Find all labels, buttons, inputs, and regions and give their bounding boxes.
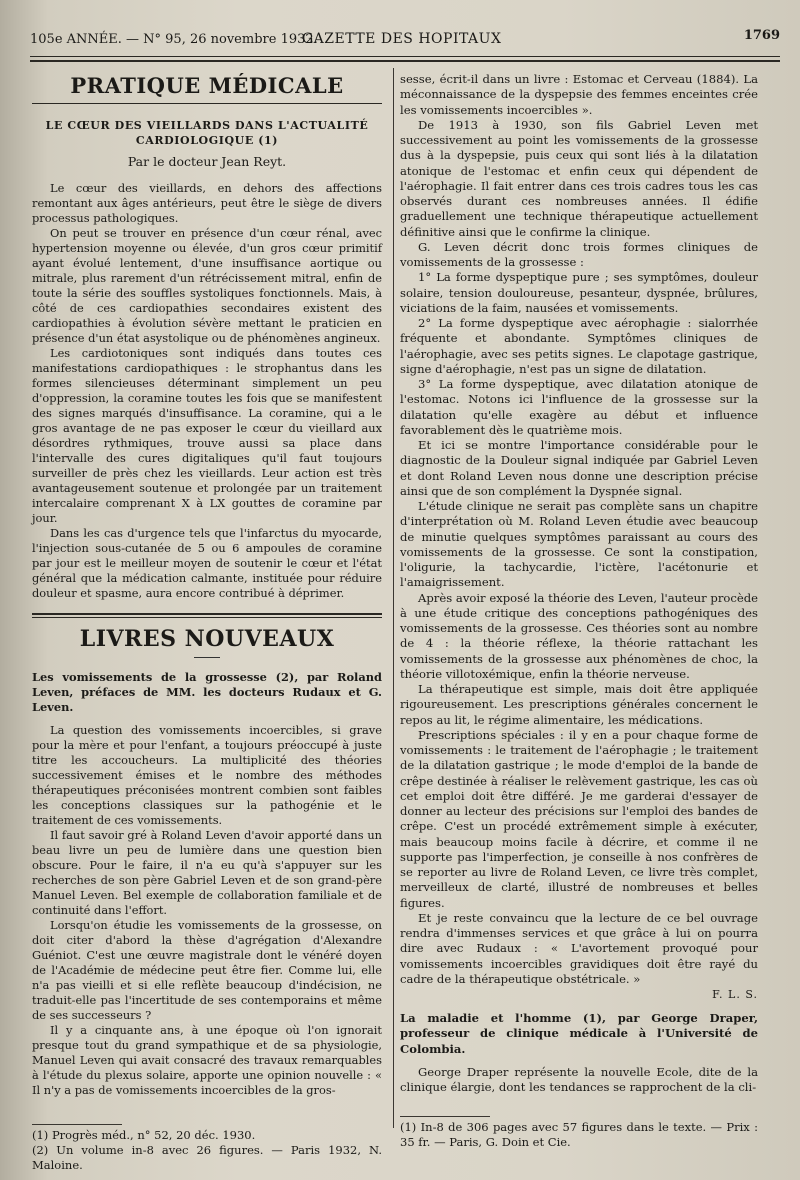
journal-title: GAZETTE DES HOPITAUX [302, 31, 502, 47]
header-rule [30, 56, 780, 57]
paragraph: La question des vomissements incoercibles, si grave pour la mère et pour l'enfant, a toujours préoccupé à juste titre les accoucheurs. La multiplicité des théories successivement émises et le nombre des méthodes thérapeutiques préconisées montrent combien sont faibles les conceptions classiques sur la pathogénie et le traitement de ces vomissements. [32, 723, 382, 827]
footnote: (1) In-8 de 306 pages avec 57 figures dans le texte. — Prix : 35 fr. — Paris, G. Doin et Cie. [400, 1120, 758, 1149]
section-title-pratique: PRATIQUE MÉDICALE [70, 73, 344, 98]
paragraph: Il faut savoir gré à Roland Leven d'avoir apporté dans un beau livre un peu de lumière dans une question bien obscure. Pour le faire, il n'a eu qu'à s'appuyer sur les recherches de son père Gabriel Leven et de son grand-père Manuel Leven. Bel exemple de collaboration familiale et de continuité dans l'effort. [32, 828, 382, 917]
left-column [32, 74, 382, 1098]
footnote-rule [400, 1116, 490, 1117]
paragraph: G. Leven décrit donc trois formes cliniques de vomissements de la grossesse : [400, 239, 758, 269]
left-footnotes [32, 1128, 382, 1173]
footnote-rule [32, 1124, 122, 1125]
footnote: (2) Un volume in-8 avec 26 figures. — Paris 1932, N. Maloine. [32, 1143, 382, 1172]
paragraph: Après avoir exposé la théorie des Leven, l'auteur procède à une étude critique des conceptions pathogéniques des vomissements de la grossesse. Ces théories sont au nombre de 4 : la théorie réflexe, la théorie rattachant les vomissements de la grossesse aux phénomènes de choc, la théorie villotoxémique, enfin la théorie nerveuse. [400, 590, 758, 681]
book-entry-title: Les vomissements de la grossesse (2), par Roland Leven, préfaces de MM. les docteurs Rudaux et G. Leven. [32, 670, 382, 714]
paragraph: Et je reste convaincu que la lecture de ce bel ouvrage rendra d'immenses services et que grâce à lui on pourra dire avec Rudaux : « L'avortement provoqué pour vomissements incoercibles gravidiques doit être rayé du cadre de la thérapeutique obstétricale. » [400, 910, 758, 986]
paragraph: Il y a cinquante ans, à une époque où l'on ignorait presque tout du grand sympathique et de sa physiologie, Manuel Leven qui avait consacré des travaux remarquables à l'étude du plexus solaire, apporte une opinion nouvelle : « Il n'y a pas de vomissements incoercibles de la gros- [32, 1023, 382, 1097]
issue-info: 105e ANNÉE. — N° 95, 26 novembre 1932. [30, 32, 318, 47]
paragraph: 2° La forme dyspeptique avec aérophagie : sialorrhée fréquente et abondante. Symptômes cliniques de l'aérophagie, avec ses petits signes. Le clapotage gastrique, signe d'aérophagie, n'est pas un signe de dilatation. [400, 316, 758, 376]
paragraph: Prescriptions spéciales : il y en a pour chaque forme de vomissements : le traitement de l'aérophagie ; le traitement de la dilatation gastrique ; le mode d'emploi de la bande de crêpe destinée à réaliser le relèvement gastrique, les cas où cet emploi doit être différé. Je me garderai d'essayer de donner au lecteur des précisions sur l'emploi des bandes de crêpe. C'est un procédé extrêmement simple à exécuter, mais beaucoup moins facile à décrire, et comme il ne supporte pas l'imperfection, je conseille à nos confrères de se reporter au livre de Roland Leven, ce livre très complet, merveilleux de clarté, illustré de nombreuses et belles figures. [400, 727, 758, 910]
paragraph: Dans les cas d'urgence tels que l'infarctus du myocarde, l'injection sous-cutanée de 5 ou 6 ampoules de coramine par jour est le meilleur moyen de soutenir le cœur et l'état général que la médication calmante, instituée pour réduire douleur et spasme, aura encore contribué à déprimer. [32, 526, 382, 600]
paragraph: Et ici se montre l'importance considérable pour le diagnostic de la Douleur signal indiquée par Gabriel Leven et dont Roland Leven nous donne une description précise ainsi que de son complément la Dyspnée signal. [400, 438, 758, 498]
paragraph: Lorsqu'on étudie les vomissements de la grossesse, on doit citer d'abord la thèse d'agrégation d'Alexandre Guéniot. C'est une œuvre magistrale dont le vénéré doyen de l'Académie de médecine peut être fier. Comme lui, elle n'a pas vieilli et si elle reflète beaucoup d'indécision, ne traduit-elle pas l'incertitude de ses contemporains et même de ses successeurs ? [32, 918, 382, 1022]
right-footnotes [400, 1120, 758, 1150]
article-byline: Par le docteur Jean Reyt. [127, 154, 287, 169]
paragraph: sesse, écrit-il dans un livre : Estomac et Cerveau (1884). La méconnaissance de la dyspepsie des femmes enceintes crée les vomissements incoercibles ». [400, 72, 758, 117]
paragraph: L'étude clinique ne serait pas complète sans un chapitre d'interprétation où M. Roland Leven étudie avec beaucoup de minutie quelques symptômes paraissant au cours des vomissements de la grossesse. Ce sont la constipation, l'oligurie, la tachycardie, l'ictère, l'acétonurie et l'amaigrissement. [400, 499, 758, 590]
page-number: 1769 [743, 28, 780, 43]
footnote: (1) Progrès méd., n° 52, 20 déc. 1930. [32, 1128, 256, 1142]
review-signature: F. L. S. [712, 988, 758, 1001]
running-header [30, 28, 780, 50]
paragraph: On peut se trouver en présence d'un cœur rénal, avec hypertension moyenne ou élevée, d'un gros cœur primitif ayant évolué lentement, d'une insuffisance aortique ou mitrale, plus rarement d'un rétrécissement mitral, enfin de toute la série des souffles systoliques fonctionnels. Mais, à côté de ces cardiopathies secondaires existent des cardiopathies à évolution sévère mettant le praticien en présence d'un état asystolique ou de phénomènes angineux. [32, 226, 382, 345]
paragraph: De 1913 à 1930, son fils Gabriel Leven met successivement au point les vomissements de la grossesse dus à la dyspepsie, puis ceux qui sont liés à la dilatation atonique de l'estomac et enfin ceux qui dépendent de l'aérophagie. Il fait entrer dans ces trois cadres tous les cas observés durant ces nombreuses années. Il édifie graduellement une technique thérapeutique actuellement définitive ainsi que le confirme la clinique. [400, 117, 758, 239]
article-title: LE CŒUR DES VIEILLARDS DANS L'ACTUALITÉ CARDIOLOGIQUE (1) [45, 119, 369, 147]
paragraph: Le cœur des vieillards, en dehors des affections remontant aux âges antérieurs, peut être le siège de divers processus pathologiques. [32, 181, 382, 225]
paragraph: 1° La forme dyspeptique pure ; ses symptômes, douleur solaire, tension douloureuse, pesanteur, dyspnée, brûlures, viciations de la faim, nausées et vomissements. [400, 270, 758, 315]
column-divider [393, 68, 394, 1128]
book-entry-title: La maladie et l'homme (1), par George Draper, professeur de clinique médicale à l'Université de Colombia. [400, 1011, 758, 1056]
section-title-livres: LIVRES NOUVEAUX [79, 626, 335, 652]
paragraph: La thérapeutique est simple, mais doit être appliquée rigoureusement. Les prescriptions générales concernent le repos au lit, le régime alimentaire, les médications. [400, 682, 758, 727]
header-rule-double [30, 60, 780, 62]
paragraph: 3° La forme dyspeptique, avec dilatation atonique de l'estomac. Notons ici l'influence de la grossesse sur la dilatation qu'elle exagère au début et influence favorablement dès le quatrième mois. [400, 377, 758, 437]
paragraph: George Draper représente la nouvelle Ecole, dite de la clinique élargie, dont les tendances se rapprochent de la cli- [400, 1064, 758, 1094]
right-column [400, 72, 758, 1095]
paragraph: Les cardiotoniques sont indiqués dans toutes ces manifestations cardiopathiques : le strophantus dans les formes silencieuses déterminant simplement un peu d'oppression, la coramine toutes les fois que se manifestent des signes marqués d'insuffisance. La coramine, qui a le gros avantage de ne pas exposer le cœur du vieillard aux désordres rythmiques, trouve aussi sa place dans l'intervalle des cures digitaliques qu'il faut toujours surveiller de près chez les vieillards. Leur action est très avantageusement soutenue et prolongée par un traitement intercalaire comprenant X à LX gouttes de coramine par jour. [32, 346, 382, 525]
title-dash [194, 657, 220, 658]
